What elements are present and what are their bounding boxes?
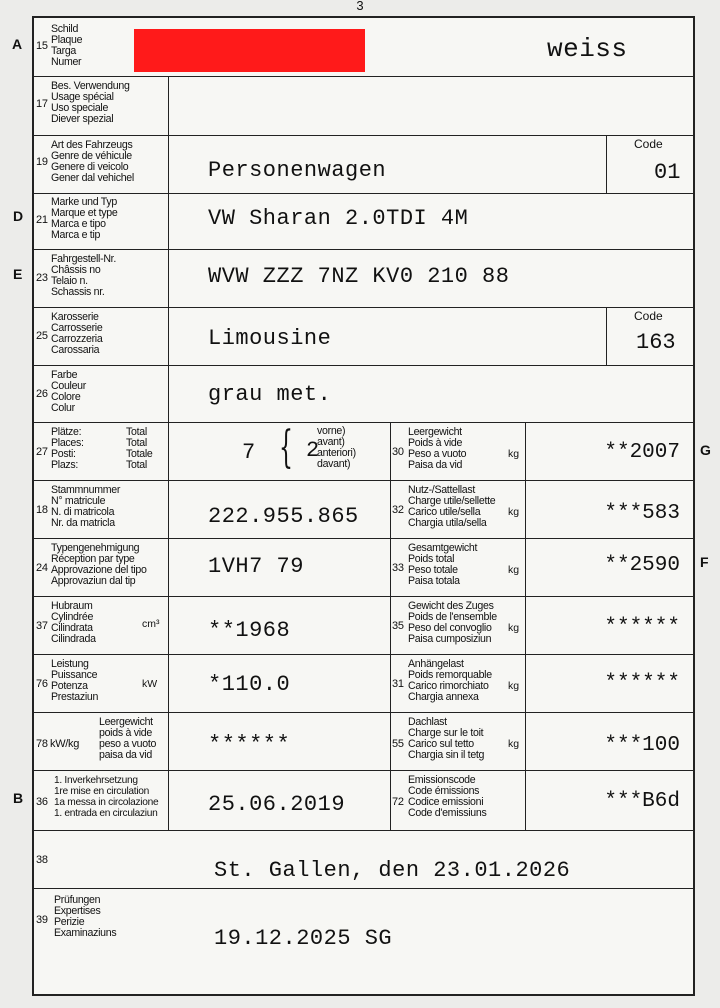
field-33-unit: kg xyxy=(508,564,520,576)
field-24-value: 1VH7 79 xyxy=(208,554,304,579)
field-23-label: Fahrgestell-Nr. Châssis no Telaio n. Schassis nr. xyxy=(51,253,116,298)
field-15-number: 15 xyxy=(36,40,48,52)
field-19-code-label: Code xyxy=(634,137,663,151)
field-37-number: 37 xyxy=(36,620,48,632)
field-32-label: Nutz-/Sattellast Charge utile/sellette Carico utile/sella Chargia utila/sella xyxy=(408,484,496,529)
field-38-number: 38 xyxy=(36,854,48,866)
field-27-front-seats: 2 xyxy=(306,438,320,463)
field-78-unit-label: kW/kg xyxy=(50,738,80,750)
field-35-label: Gewicht des Zuges Poids de l'ensemble Peso del convoglio Paisa cumposiziun xyxy=(408,600,497,645)
field-25-label: Karosserie Carrosserie Carrozzeria Carossaria xyxy=(51,311,103,356)
field-39-number: 39 xyxy=(36,914,48,926)
side-marker-e: E xyxy=(13,266,23,282)
side-marker-d: D xyxy=(13,208,24,224)
field-35-number: 35 xyxy=(392,620,404,632)
field-33-number: 33 xyxy=(392,562,404,574)
field-26-label: Farbe Couleur Colore Colur xyxy=(51,369,86,414)
field-27-number: 27 xyxy=(36,446,48,458)
field-18-label: Stammnummer N° matricule N. di matricola Nr. da matricla xyxy=(51,484,121,529)
field-36-label: 1. Inverkehrsetzung 1re mise en circulation 1a messa in circolazione 1. entrada en circulaziun xyxy=(54,775,159,819)
field-31-number: 31 xyxy=(392,678,404,690)
field-15-label: Schild Plaque Targa Numer xyxy=(51,23,83,68)
field-24-number: 24 xyxy=(36,562,48,574)
field-76-unit: kW xyxy=(142,678,158,690)
field-19-label: Art des Fahrzeugs Genre de véhicule Genere di veicolo Gener dal vehichel xyxy=(51,139,134,184)
field-55-number: 55 xyxy=(392,738,404,750)
field-31-unit: kg xyxy=(508,680,520,692)
field-31-value: ****** xyxy=(604,672,680,695)
field-30-unit: kg xyxy=(508,448,520,460)
field-21-value: VW Sharan 2.0TDI 4M xyxy=(208,206,469,231)
field-72-value: ***B6d xyxy=(604,790,680,813)
field-36-number: 36 xyxy=(36,796,48,808)
field-31-label: Anhängelast Poids remorquable Carico rimorchiato Chargia annexa xyxy=(408,658,492,703)
field-35-value: ****** xyxy=(604,616,680,639)
field-32-unit: kg xyxy=(508,506,520,518)
field-19-number: 19 xyxy=(36,156,48,168)
field-27-total-seats: 7 xyxy=(242,440,256,465)
field-19-value: Personenwagen xyxy=(208,158,387,183)
field-30-number: 30 xyxy=(392,446,404,458)
brace-icon: { xyxy=(279,422,293,473)
field-25-number: 25 xyxy=(36,330,48,342)
field-78-number: 78 xyxy=(36,738,48,750)
field-23-value: WVW ZZZ 7NZ KV0 210 88 xyxy=(208,264,510,289)
field-27-label: Plätze: Places: Posti: Plazs: xyxy=(51,426,84,471)
field-76-value: *110.0 xyxy=(208,672,291,697)
field-72-number: 72 xyxy=(392,796,404,808)
field-55-label: Dachlast Charge sur le toit Carico sul tetto Chargia sin il tetg xyxy=(408,716,485,761)
field-15-value: weiss xyxy=(547,34,628,64)
field-21-number: 21 xyxy=(36,214,48,226)
field-32-number: 32 xyxy=(392,504,404,516)
field-24-label: Typengenehmigung Réception par type Approvazione del tipo Approvaziun dal tip xyxy=(51,542,147,587)
field-25-value: Limousine xyxy=(208,326,332,351)
field-21-label: Marke und Typ Marque et type Marca e tipo Marca e tip xyxy=(51,196,118,241)
field-19-code: 01 xyxy=(654,160,681,185)
field-26-number: 26 xyxy=(36,388,48,400)
field-37-unit: cm³ xyxy=(142,618,160,630)
field-78-label: Leergewicht poids à vide peso a vuoto paisa da vid xyxy=(99,716,157,761)
field-17-number: 17 xyxy=(36,98,48,110)
field-17-label: Bes. Verwendung Usage spécial Uso speciale Diever spezial xyxy=(51,80,130,125)
field-37-value: **1968 xyxy=(208,618,291,643)
field-32-value: ***583 xyxy=(604,502,680,525)
field-27-front-label: vorne) avant) anteriori) davant) xyxy=(317,425,356,470)
field-39-value: 19.12.2025 SG xyxy=(214,926,393,951)
field-23-number: 23 xyxy=(36,272,48,284)
field-18-value: 222.955.865 xyxy=(208,504,359,529)
side-marker-g: G xyxy=(700,442,711,458)
vehicle-registration-form xyxy=(32,16,695,996)
field-55-unit: kg xyxy=(508,738,520,750)
field-25-code: 163 xyxy=(636,330,676,355)
field-18-number: 18 xyxy=(36,504,48,516)
side-marker-f: F xyxy=(700,554,709,570)
redacted-plate-number xyxy=(134,29,365,72)
side-marker-a: A xyxy=(12,36,23,52)
field-76-label: Leistung Puissance Potenza Prestaziun xyxy=(51,658,99,703)
field-33-value: **2590 xyxy=(604,554,680,577)
field-38-value: St. Gallen, den 23.01.2026 xyxy=(214,858,571,883)
field-39-label: Prüfungen Expertises Perizie Examinaziuns xyxy=(54,894,117,939)
field-72-label: Emissionscode Code émissions Codice emissioni Code d'emissiuns xyxy=(408,774,487,819)
field-26-value: grau met. xyxy=(208,382,332,407)
field-76-number: 76 xyxy=(36,678,48,690)
field-78-value: ****** xyxy=(208,732,291,757)
field-27-sublabel: Total Total Totale Total xyxy=(126,426,153,471)
field-33-label: Gesamtgewicht Poids total Peso totale Paisa totala xyxy=(408,542,478,587)
field-35-unit: kg xyxy=(508,622,520,634)
field-37-label: Hubraum Cylindrée Cilindrata Cilindrada xyxy=(51,600,96,645)
field-30-label: Leergewicht Poids à vide Peso a vuoto Paisa da vid xyxy=(408,426,467,471)
page-number: 3 xyxy=(356,0,364,13)
field-30-value: **2007 xyxy=(604,441,680,464)
field-36-value: 25.06.2019 xyxy=(208,792,346,817)
field-25-code-label: Code xyxy=(634,309,663,323)
side-marker-b: B xyxy=(13,790,24,806)
field-55-value: ***100 xyxy=(604,734,680,757)
